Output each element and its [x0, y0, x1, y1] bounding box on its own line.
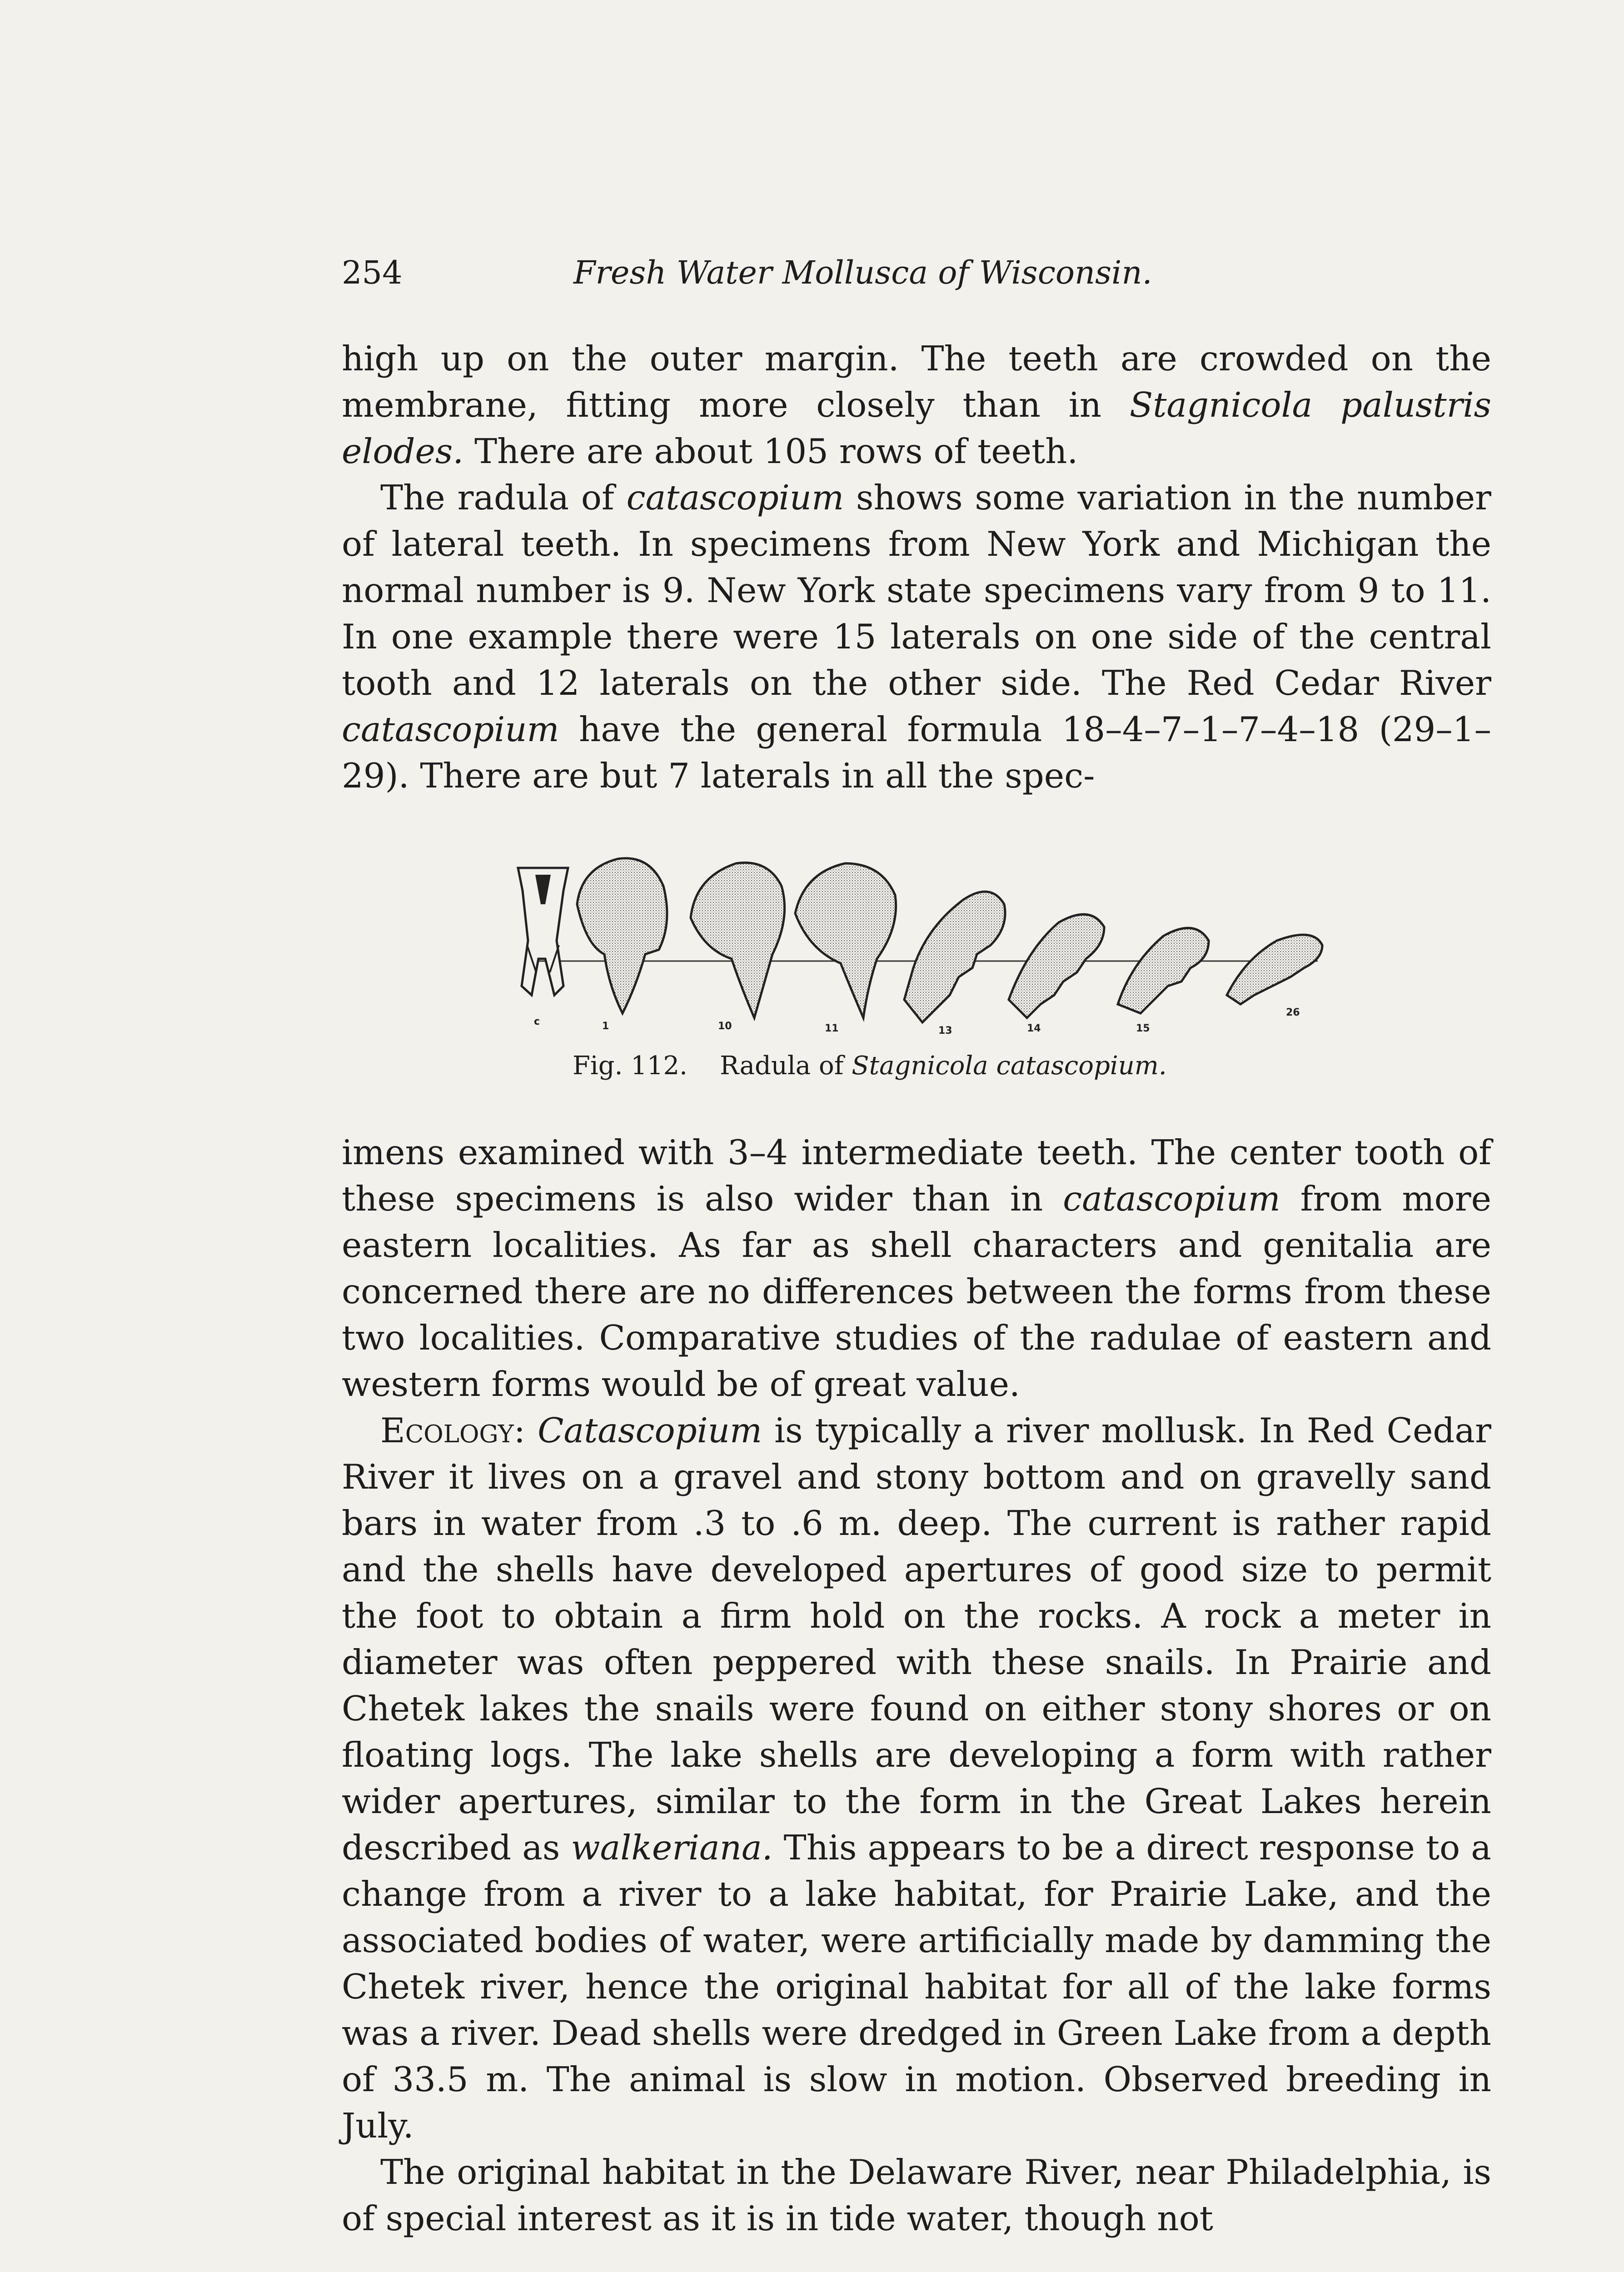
tooth-label-c: c: [534, 1016, 540, 1027]
tooth-label-13: 13: [938, 1025, 952, 1036]
tooth-label-15: 15: [1136, 1023, 1150, 1034]
paragraph-2-text-e: have the general formula 18–4–7–1–7–4–18 (29–1–29). There are but 7 laterals in all the spec-: [342, 709, 1491, 796]
figure-caption: [573, 1050, 1300, 1082]
marginal-tooth-26: [1227, 935, 1322, 1004]
marginal-tooth-14: [1009, 914, 1104, 1018]
paragraph-2-italic-1: catascopium: [626, 478, 844, 518]
marginal-tooth-15: [1118, 928, 1209, 1013]
tooth-label-11: 11: [825, 1023, 839, 1034]
paragraph-5-text: The original habitat in the Delaware River, near Philadelphia, is of special interest as it is in tide water, though not: [342, 2152, 1491, 2238]
radula-figure: [500, 850, 1354, 1041]
page-number: 254: [342, 254, 403, 291]
lateral-tooth-1: [577, 858, 667, 1013]
caption-figure-number: Fig. 112.: [573, 1051, 687, 1081]
text-block-top: [342, 335, 1491, 799]
caption-text: Radula of: [720, 1051, 852, 1081]
paragraph-2: [342, 474, 1491, 799]
tooth-label-1: 1: [602, 1021, 609, 1032]
paragraph-3-text-a: imens examined with 3–4 intermediate teeth. The center tooth of these specimens is also wider than in: [342, 1132, 1491, 1219]
paragraph-3: [342, 1129, 1491, 1407]
tooth-label-10: 10: [718, 1021, 732, 1032]
central-tooth: [518, 868, 568, 995]
ecology-italic-1: Catascopium: [538, 1410, 762, 1450]
radula-illustration: [500, 850, 1354, 1041]
ecology-text-d: This appears to be a direct response to a change from a river to a lake habitat, for Prairie Lake, and the associated bodies of water, were artificially made by damming the Chetek river, hence the original habitat for all of the lake forms was a river. Dead shells were dredged in Green Lake from a depth of 33.5 m. The animal is slow in motion. Observed breeding in July.: [342, 1828, 1491, 2146]
ecology-italic-2: walkeriana.: [571, 1828, 773, 1868]
paragraph-1: [342, 335, 1491, 474]
lateral-tooth-10: [691, 863, 785, 1018]
marginal-tooth-13: [904, 892, 1005, 1022]
ecology-heading: Ecology:: [380, 1410, 526, 1450]
running-title: Fresh Water Mollusca of Wisconsin.: [573, 254, 1152, 291]
ecology-text-b: is typically a river mollusk. In Red Cedar River it lives on a gravel and stony bottom and on gravelly sand bars in water from .3 to .6 m. deep. The current is rather rapid and the shells have developed apertures of good size to permit the foot to obtain a firm hold on the rocks. A rock a meter in diameter was often peppered with these snails. In Prairie and Chetek lakes the snails were found on either stony shores or on floating logs. The lake shells are developing a form with rather wider apertures, similar to the form in the Great Lakes herein described as: [342, 1410, 1491, 1868]
paragraph-3-text-c: from more eastern localities. As far as shell characters and genitalia are concerned there are no differences between the forms from these two localities. Comparative studies of the radulae of eastern and western forms would be of great value.: [342, 1179, 1491, 1404]
lateral-tooth-11: [795, 863, 896, 1018]
paragraph-3-italic: catascopium: [1063, 1179, 1280, 1219]
paragraph-1-text-a: high up on the outer margin. The teeth are crowded on the membrane, fitting more closely than in: [342, 339, 1491, 425]
paragraph-2-text-a: The radula of: [380, 478, 627, 518]
tooth-label-26: 26: [1286, 1007, 1300, 1018]
paragraph-1-text-c: There are about 105 rows of teeth.: [463, 431, 1078, 471]
paragraph-2-text-c: shows some variation in the number of lateral teeth. In specimens from New York and Michigan the normal number is 9. New York state specimens vary from 9 to 11. In one example there were 15 laterals on one side of the central tooth and 12 laterals on the other side. The Red Cedar River: [342, 478, 1491, 703]
tooth-label-14: 14: [1027, 1023, 1041, 1034]
caption-species: Stagnicola catascopium.: [852, 1051, 1167, 1081]
paragraph-1-italic-species: Stagnicola palustris elodes.: [342, 385, 1491, 471]
running-head: [342, 252, 1264, 293]
paragraph-ecology: [342, 1407, 1491, 2149]
paragraph-5: [342, 2149, 1491, 2242]
paragraph-2-italic-2: catascopium: [342, 709, 559, 749]
text-block-bottom: [342, 1129, 1491, 2242]
